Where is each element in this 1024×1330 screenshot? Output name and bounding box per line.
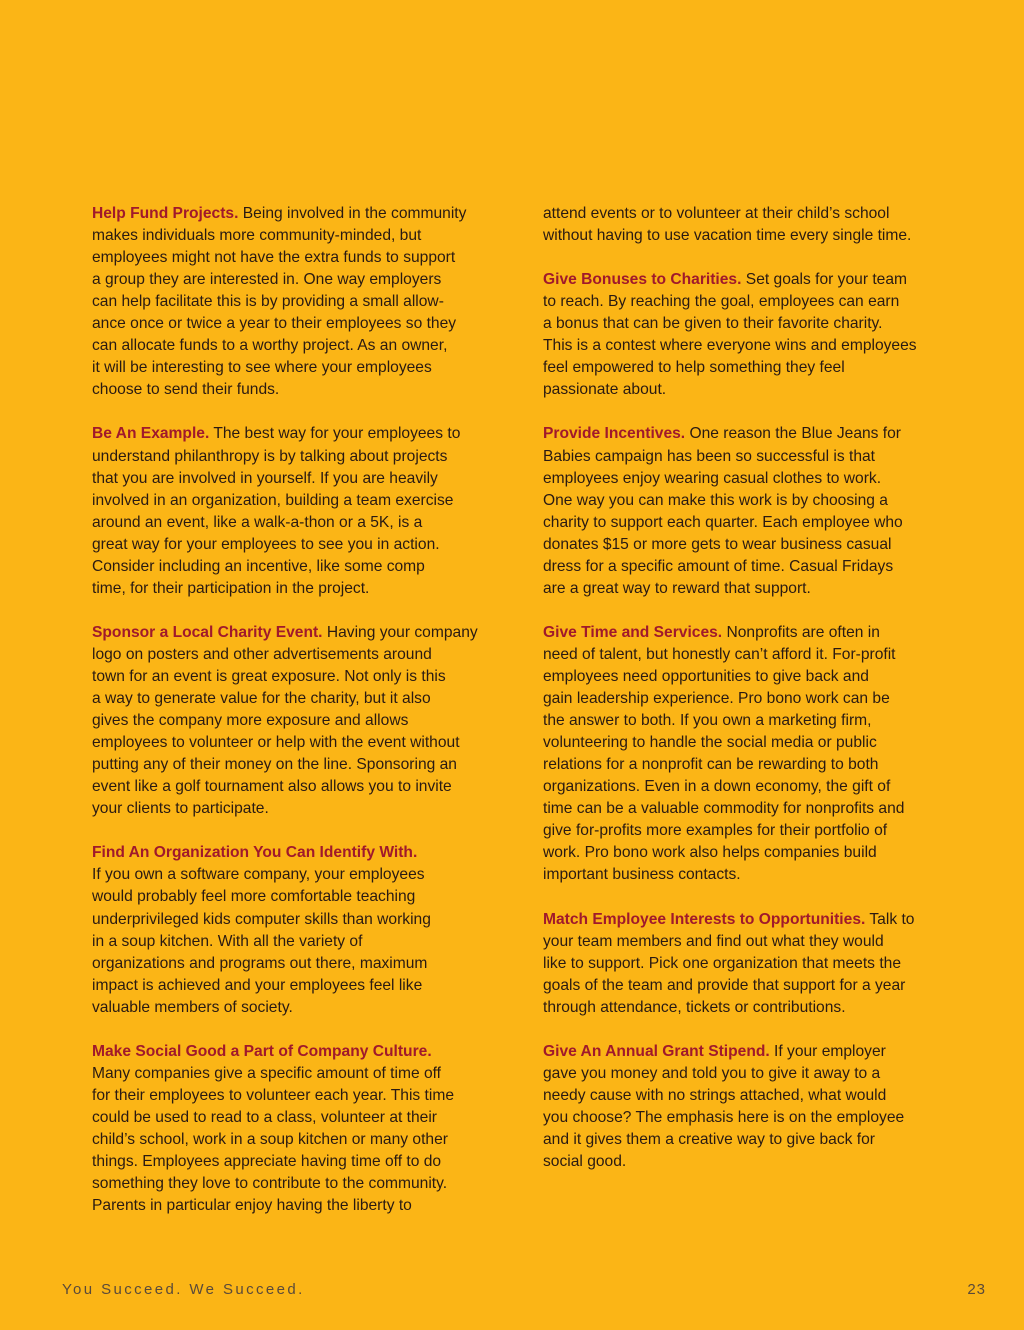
body-text: a group they are interested in. One way employers (92, 271, 442, 289)
body-text: Parents in particular enjoy having the liberty to (92, 1197, 412, 1215)
text-line (543, 468, 953, 490)
article-section (92, 203, 502, 401)
body-text: Talk to (869, 910, 915, 928)
section-heading: Find An Organization You Can Identify With. (92, 844, 418, 862)
body-text: passionate about. (543, 381, 667, 399)
text-line (543, 269, 953, 291)
text-line (92, 423, 502, 445)
body-text: can help facilitate this is by providing a small allow- (92, 293, 444, 311)
body-text: donates $15 or more gets to wear business casual (543, 535, 892, 553)
text-line (543, 379, 953, 401)
article-section (92, 842, 502, 1018)
text-line (92, 291, 502, 313)
text-line (543, 490, 953, 512)
text-line (92, 754, 502, 776)
section-heading: Give Bonuses to Charities. (543, 271, 742, 289)
body-text: need of talent, but honestly can’t afford it. For-profit (543, 645, 896, 663)
body-text: gave you money and told you to give it away to a (543, 1064, 881, 1082)
article-section (543, 423, 953, 599)
body-text: impact is achieved and your employees feel like (92, 976, 423, 994)
page-number: 23 (967, 1281, 986, 1298)
body-text: needy cause with no strings attached, what would (543, 1086, 887, 1104)
text-line (92, 534, 502, 556)
body-text: putting any of their money on the line. Sponsoring an (92, 756, 457, 774)
body-text: something they love to contribute to the community. (92, 1175, 448, 1193)
article-section (543, 622, 953, 887)
article-section (543, 269, 953, 401)
text-line (92, 1041, 502, 1063)
body-text: organizations. Even in a down economy, the gift of (543, 778, 891, 796)
body-text: and it gives them a creative way to give back for (543, 1130, 875, 1148)
body-text: it will be interesting to see where your employees (92, 359, 432, 377)
footer-tagline: You Succeed. We Succeed. (62, 1281, 305, 1298)
body-text: employees might not have the extra funds to support (92, 249, 456, 267)
body-text: involved in an organization, building a team exercise (92, 491, 454, 509)
body-text: Many companies give a specific amount of time off (92, 1064, 442, 1082)
text-line (92, 247, 502, 269)
body-text: The best way for your employees to (213, 425, 461, 443)
body-text: makes individuals more community-minded, but (92, 227, 422, 245)
text-line (92, 578, 502, 600)
article-section (543, 1041, 953, 1173)
body-text: organizations and programs out there, maximum (92, 954, 428, 972)
article-section (543, 203, 953, 247)
text-line (543, 313, 953, 335)
body-text: work. Pro bono work also helps companies build (543, 844, 877, 862)
body-text: Set goals for your team (745, 271, 908, 289)
body-text: attend events or to volunteer at their child’s school (543, 205, 890, 222)
body-text: event like a golf tournament also allows you to invite (92, 778, 452, 796)
body-text: can allocate funds to a worthy project. As an owner, (92, 337, 448, 355)
text-line (543, 953, 953, 975)
article-section (92, 622, 502, 820)
section-heading: Help Fund Projects. (92, 205, 239, 222)
text-line (92, 225, 502, 247)
body-text: in a soup kitchen. With all the variety of (92, 932, 363, 950)
body-text: dress for a specific amount of time. Casual Fridays (543, 557, 894, 575)
text-line (92, 1195, 502, 1217)
text-line (92, 997, 502, 1019)
text-line (92, 357, 502, 379)
body-text: time, for their participation in the project. (92, 579, 370, 597)
text-line (92, 644, 502, 666)
body-text: employees need opportunities to give back and (543, 667, 869, 685)
body-text: Being involved in the community (242, 205, 467, 222)
body-text: Babies campaign has been so successful is that (543, 447, 875, 465)
text-line (543, 754, 953, 776)
body-text: without having to use vacation time every single time. (543, 227, 912, 245)
text-line (543, 578, 953, 600)
body-text: understand philanthropy is by talking about projects (92, 447, 448, 465)
text-line (543, 512, 953, 534)
article-section (543, 909, 953, 1019)
text-line (543, 798, 953, 820)
text-line (92, 1063, 502, 1085)
text-line (543, 423, 953, 445)
body-text: gives the company more exposure and allows (92, 712, 409, 730)
body-text: great way for your employees to see you in action. (92, 535, 440, 553)
text-line (92, 931, 502, 953)
text-line (92, 379, 502, 401)
section-heading: Provide Incentives. (543, 425, 686, 443)
text-line (92, 622, 502, 644)
body-text: gain leadership experience. Pro bono work can be (543, 690, 890, 708)
body-text: If you own a software company, your employees (92, 866, 425, 884)
right-column (543, 203, 953, 1195)
text-line (92, 1129, 502, 1151)
text-line (92, 864, 502, 886)
body-text: a way to generate value for the charity, but it also (92, 690, 431, 708)
body-text: underprivileged kids computer skills than working (92, 910, 431, 928)
article-section (92, 1041, 502, 1217)
section-heading: Make Social Good a Part of Company Culture. (92, 1042, 432, 1060)
body-text: logo on posters and other advertisements around (92, 645, 432, 663)
section-heading: Give Time and Services. (543, 623, 723, 641)
text-line (543, 732, 953, 754)
text-line (92, 1085, 502, 1107)
body-text: valuable members of society. (92, 998, 293, 1016)
body-text: goals of the team and provide that support for a year (543, 976, 906, 994)
body-text: One reason the Blue Jeans for (689, 425, 901, 443)
text-line (92, 269, 502, 291)
text-line (92, 446, 502, 468)
section-heading: Give An Annual Grant Stipend. (543, 1042, 770, 1060)
text-line (92, 335, 502, 357)
text-line (543, 1107, 953, 1129)
text-line (543, 1085, 953, 1107)
text-line (543, 864, 953, 886)
body-text: could be used to read to a class, volunteer at their (92, 1108, 438, 1126)
text-line (543, 997, 953, 1019)
body-text: you choose? The emphasis here is on the employee (543, 1108, 905, 1126)
text-line (92, 798, 502, 820)
article-section (92, 423, 502, 599)
text-line (92, 886, 502, 908)
text-line (543, 1129, 953, 1151)
body-text: If your employer (774, 1042, 886, 1060)
text-line (543, 710, 953, 732)
text-line (92, 468, 502, 490)
text-line (543, 357, 953, 379)
text-line (543, 622, 953, 644)
text-line (543, 644, 953, 666)
text-line (543, 842, 953, 864)
text-line (543, 666, 953, 688)
text-line (543, 975, 953, 997)
body-text: Consider including an incentive, like some comp (92, 557, 425, 575)
body-text: Nonprofits are often in (726, 623, 880, 641)
text-line (92, 666, 502, 688)
body-text: through attendance, tickets or contributions. (543, 998, 846, 1016)
text-line (543, 1063, 953, 1085)
text-line (92, 512, 502, 534)
body-text: your team members and find out what they would (543, 932, 884, 950)
body-text: are a great way to reward that support. (543, 579, 811, 597)
body-text: employees to volunteer or help with the event without (92, 734, 460, 752)
body-text: town for an event is great exposure. Not only is this (92, 667, 446, 685)
text-line (92, 490, 502, 512)
left-column (92, 203, 502, 1239)
text-line (543, 556, 953, 578)
text-line (92, 975, 502, 997)
text-line (92, 313, 502, 335)
text-line (543, 931, 953, 953)
body-text: your clients to participate. (92, 800, 269, 818)
body-text: relations for a nonprofit can be rewarding to both (543, 756, 879, 774)
text-line (543, 909, 953, 931)
body-text: that you are involved in yourself. If you are heavily (92, 469, 438, 487)
text-line (92, 842, 502, 864)
body-text: employees enjoy wearing casual clothes to work. (543, 469, 882, 487)
text-line (543, 225, 953, 247)
body-text: One way you can make this work is by choosing a (543, 491, 888, 509)
body-text: important business contacts. (543, 866, 741, 884)
text-line (92, 1173, 502, 1195)
text-line (92, 776, 502, 798)
text-line (543, 291, 953, 313)
body-text: around an event, like a walk-a-thon or a 5K, is a (92, 513, 423, 531)
section-heading: Be An Example. (92, 425, 210, 443)
body-text: choose to send their funds. (92, 381, 280, 399)
text-line (543, 446, 953, 468)
body-text: child’s school, work in a soup kitchen or many other (92, 1130, 448, 1148)
body-text: Having your company (326, 623, 478, 641)
body-text: ance once or twice a year to their employees so they (92, 315, 457, 333)
text-line (92, 556, 502, 578)
text-line (92, 1151, 502, 1173)
section-heading: Match Employee Interests to Opportunities. (543, 910, 866, 928)
body-text: time can be a valuable commodity for nonprofits and (543, 800, 905, 818)
text-line (92, 710, 502, 732)
text-line (92, 203, 502, 225)
body-text: give for-profits more examples for their portfolio of (543, 822, 888, 840)
text-line (92, 953, 502, 975)
body-text: things. Employees appreciate having time off to do (92, 1153, 442, 1171)
body-text: charity to support each quarter. Each employee who (543, 513, 903, 531)
text-line (92, 732, 502, 754)
text-line (543, 776, 953, 798)
body-text: would probably feel more comfortable teaching (92, 888, 416, 906)
body-text: like to support. Pick one organization that meets the (543, 954, 901, 972)
body-text: This is a contest where everyone wins and employees (543, 337, 917, 355)
text-line (543, 534, 953, 556)
text-line (543, 1041, 953, 1063)
text-line (543, 820, 953, 842)
section-heading: Sponsor a Local Charity Event. (92, 623, 323, 641)
body-text: for their employees to volunteer each year. This time (92, 1086, 455, 1104)
text-line (92, 688, 502, 710)
text-line (543, 688, 953, 710)
text-line (92, 1107, 502, 1129)
body-text: volunteering to handle the social media or public (543, 734, 877, 752)
text-line (543, 335, 953, 357)
text-line (543, 203, 953, 225)
body-text: feel empowered to help something they feel (543, 359, 845, 377)
body-text: social good. (543, 1153, 627, 1171)
body-text: to reach. By reaching the goal, employees can earn (543, 293, 900, 311)
text-line (543, 1151, 953, 1173)
body-text: the answer to both. If you own a marketing firm, (543, 712, 872, 730)
body-text: a bonus that can be given to their favorite charity. (543, 315, 883, 333)
text-line (92, 909, 502, 931)
